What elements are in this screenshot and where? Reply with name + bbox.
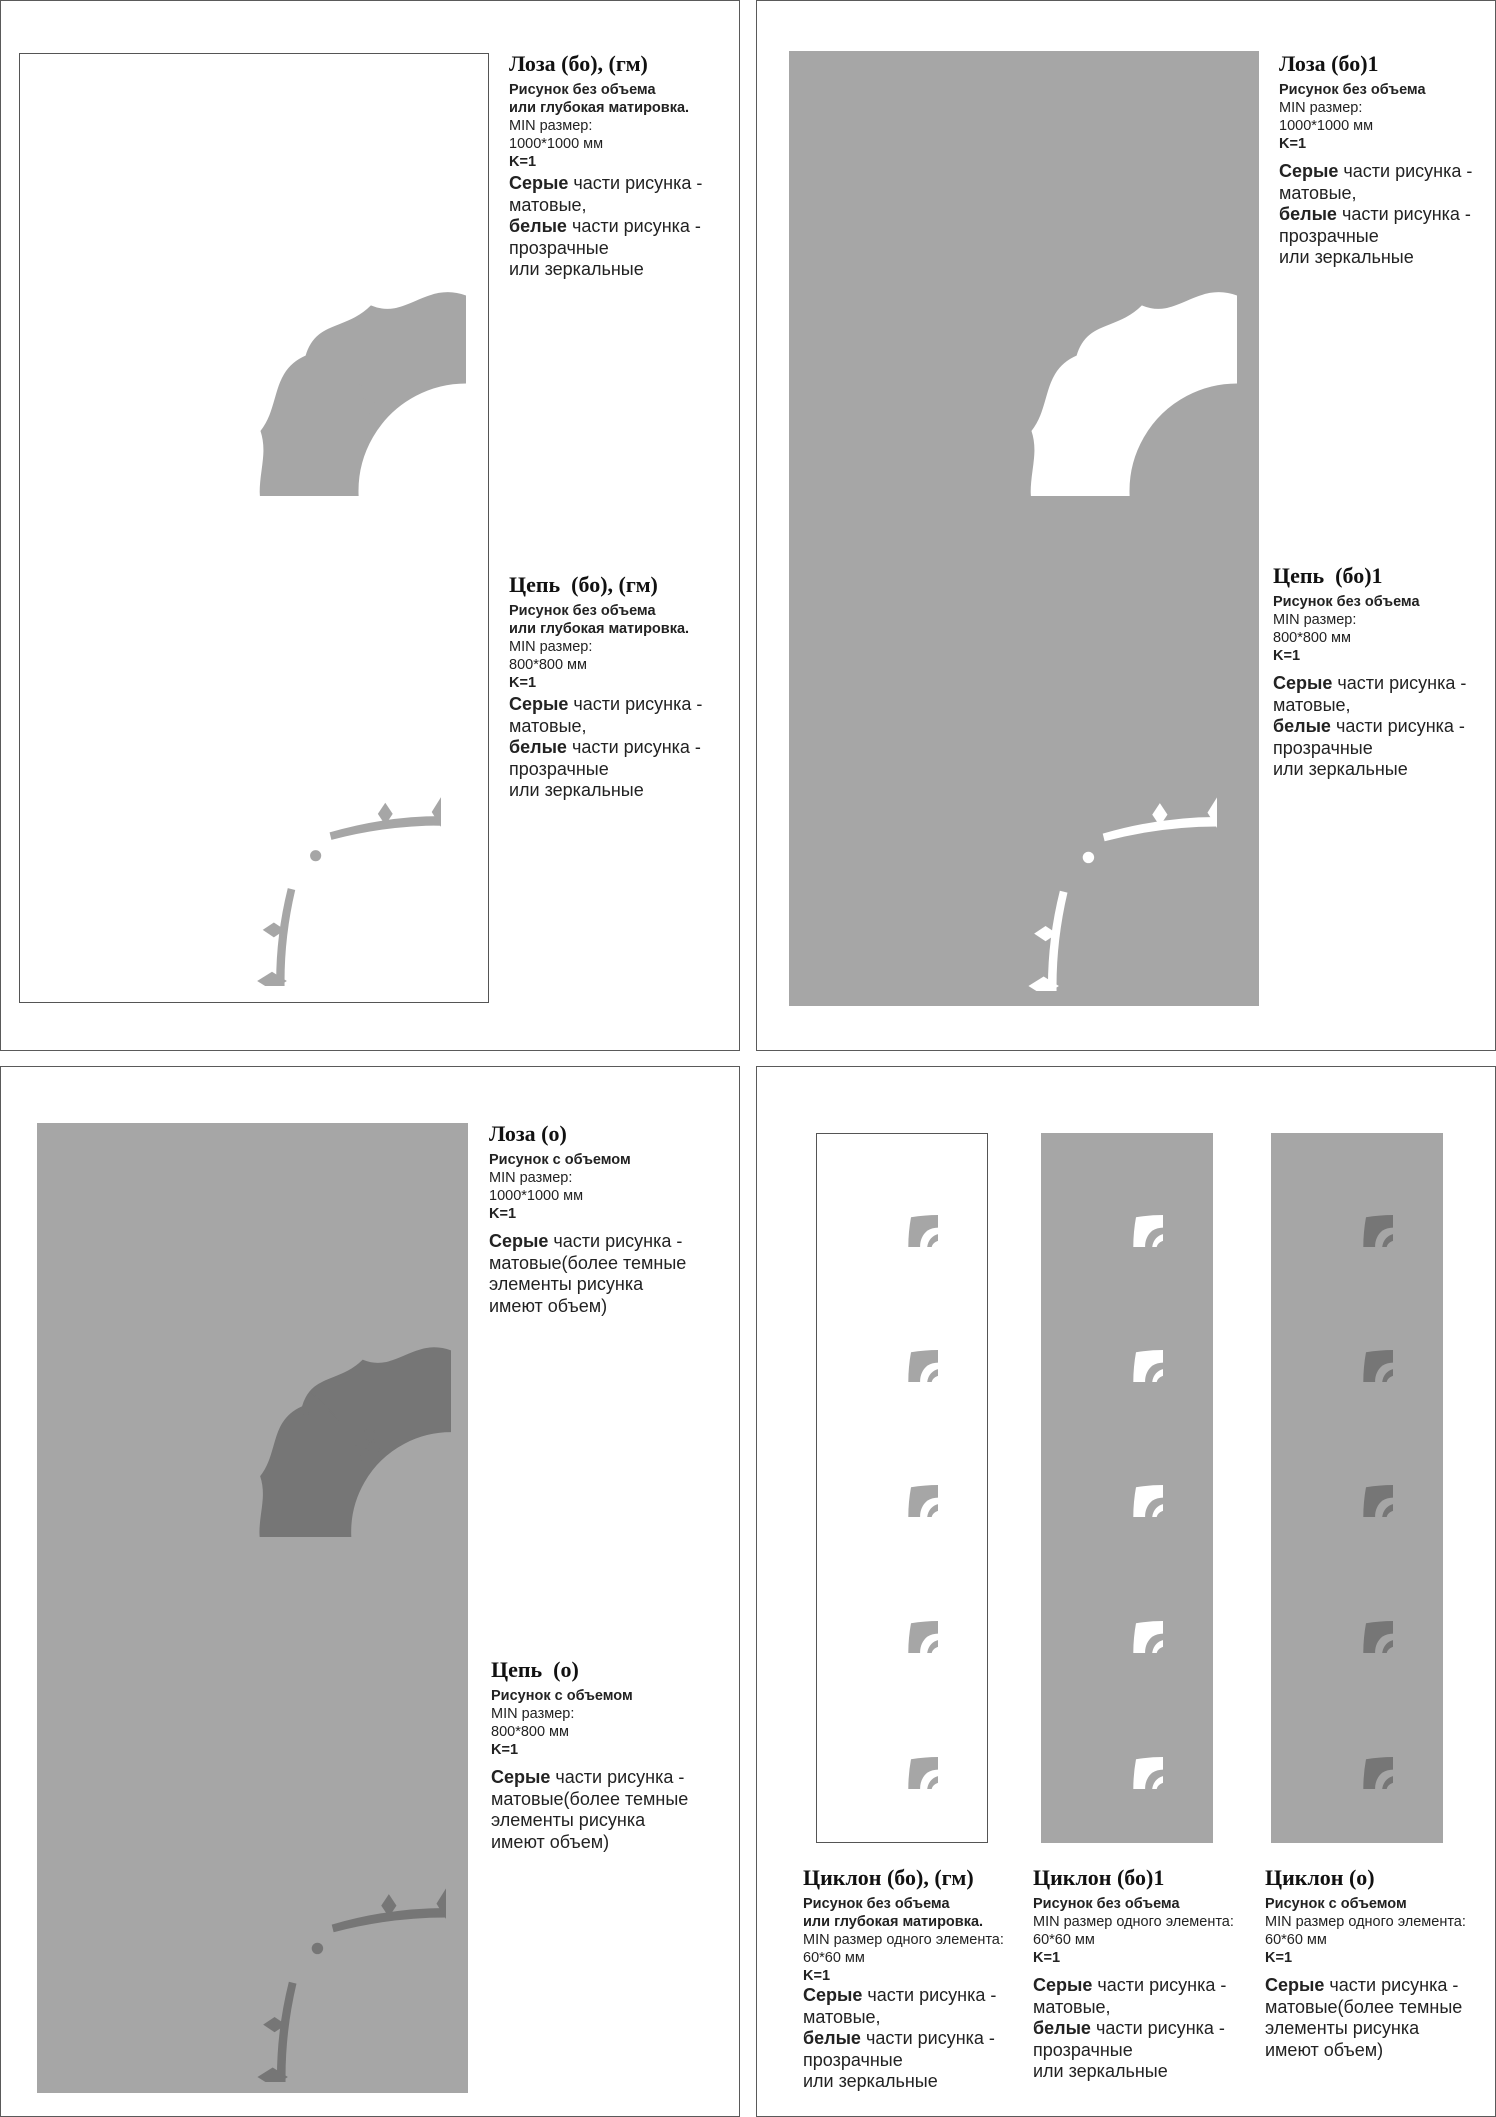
grey-parts-text: части рисунка - xyxy=(1092,1975,1227,1995)
grape-vine-wreath-icon xyxy=(61,1137,451,1537)
cyclone-bo1-spec xyxy=(1033,1865,1258,2083)
catalog-panel-bottom-left xyxy=(0,1066,740,2117)
cyclone-spiral-icon xyxy=(1091,1581,1163,1653)
white-parts-meaning: прозрачные xyxy=(509,237,609,258)
chain-ring-icon xyxy=(51,586,441,986)
chain-o-spec xyxy=(491,1657,734,1853)
k-factor: K=1 xyxy=(491,1742,519,1758)
grey-parts-meaning: матовые(более темные xyxy=(1265,1996,1463,2017)
min-size-value: 800*800 мм xyxy=(1273,630,1351,646)
grey-parts-meaning: матовые(более темные xyxy=(489,1252,687,1273)
min-size-value: 1000*1000 мм xyxy=(1279,118,1374,134)
k-factor: K=1 xyxy=(1265,1950,1293,1966)
design-type: Рисунок без объема xyxy=(509,603,656,619)
volume-note-end: имеют объем) xyxy=(489,1295,608,1316)
vine-o-spec xyxy=(489,1121,734,1317)
cyclone-spiral-icon xyxy=(1321,1581,1393,1653)
grey-parts-text: части рисунка - xyxy=(568,173,703,193)
grey-parts-label: Серые xyxy=(489,1231,549,1251)
grey-parts-text: части рисунка - xyxy=(548,1231,683,1251)
design-type: Рисунок с объемом xyxy=(491,1688,633,1704)
cyclone-bo-gm-spec xyxy=(803,1865,1028,2093)
min-size-label: MIN размер: xyxy=(509,639,593,655)
min-size-label: MIN размер одного элемента: xyxy=(1033,1914,1234,1930)
white-parts-alt: или зеркальные xyxy=(1273,759,1408,779)
grey-parts-label: Серые xyxy=(1033,1975,1093,1995)
cyclone-spiral-icon xyxy=(1321,1310,1393,1382)
white-parts-label: белые xyxy=(1033,2018,1091,2038)
min-size-value: 60*60 мм xyxy=(1033,1932,1095,1948)
white-parts-meaning: прозрачные xyxy=(803,2049,903,2070)
chain-ring-icon xyxy=(46,1672,446,2082)
design-type: Рисунок с объемом xyxy=(489,1152,631,1168)
design-title: Циклон (бо)1 xyxy=(1033,1865,1165,1890)
grey-parts-text: части рисунка - xyxy=(862,1985,997,2005)
white-parts-meaning: прозрачные xyxy=(509,758,609,779)
design-title: Лоза (бо), (гм) xyxy=(509,51,648,76)
k-factor: K=1 xyxy=(489,1206,517,1222)
design-type-alt: или глубокая матировка. xyxy=(509,100,690,116)
cyclone-spiral-icon xyxy=(1321,1445,1393,1517)
white-parts-text: части рисунка - xyxy=(1330,716,1465,736)
cyclone-o-spec xyxy=(1265,1865,1491,2061)
grey-parts-label: Серые xyxy=(1279,161,1339,181)
k-factor: K=1 xyxy=(1279,136,1307,152)
min-size-label: MIN размер: xyxy=(1279,100,1363,116)
cyclone-spiral-icon xyxy=(1321,1717,1393,1789)
design-type: Рисунок без объема xyxy=(1279,82,1426,98)
design-type: Рисунок без объема xyxy=(1033,1896,1180,1912)
grey-parts-label: Серые xyxy=(1265,1975,1325,1995)
grey-parts-meaning: матовые, xyxy=(1279,182,1357,203)
grey-parts-text: части рисунка - xyxy=(1332,673,1467,693)
design-title: Циклон (о) xyxy=(1265,1865,1375,1890)
k-factor: K=1 xyxy=(509,675,537,691)
cyclone-spiral-icon xyxy=(1091,1310,1163,1382)
volume-note: элементы рисунка xyxy=(489,1274,644,1294)
white-parts-text: части рисунка - xyxy=(566,737,701,757)
volume-note: элементы рисунка xyxy=(1265,2018,1420,2038)
chain-bo-gm-spec xyxy=(509,572,734,802)
white-parts-label: белые xyxy=(1273,716,1331,736)
grey-parts-label: Серые xyxy=(1273,673,1333,693)
white-parts-text: части рисунка - xyxy=(860,2028,995,2048)
design-title: Лоза (о) xyxy=(489,1121,567,1146)
white-parts-alt: или зеркальные xyxy=(1033,2061,1168,2081)
grey-parts-meaning: матовые, xyxy=(1033,1996,1111,2017)
volume-note-end: имеют объем) xyxy=(491,1831,610,1852)
design-type: Рисунок с объемом xyxy=(1265,1896,1407,1912)
cyclone-spiral-icon xyxy=(866,1445,938,1517)
min-size-value: 1000*1000 мм xyxy=(489,1188,584,1204)
grey-parts-meaning: матовые, xyxy=(803,2006,881,2027)
white-parts-text: части рисунка - xyxy=(1090,2018,1225,2038)
grey-parts-text: части рисунка - xyxy=(1324,1975,1459,1995)
catalog-panel-top-left xyxy=(0,0,740,1051)
grey-parts-label: Серые xyxy=(491,1767,551,1787)
k-factor: K=1 xyxy=(803,1968,831,1984)
white-parts-alt: или зеркальные xyxy=(509,780,644,800)
min-size-value: 800*800 мм xyxy=(491,1724,569,1740)
design-type: Рисунок без объема xyxy=(803,1896,950,1912)
catalog-panel-top-right xyxy=(756,0,1496,1051)
design-title: Цепь (бо), (гм) xyxy=(509,572,658,597)
grey-parts-meaning: матовые, xyxy=(1273,694,1351,715)
design-title: Цепь (о) xyxy=(491,1657,579,1682)
cyclone-spiral-icon xyxy=(1091,1717,1163,1789)
min-size-value: 60*60 мм xyxy=(803,1950,865,1966)
min-size-label: MIN размер: xyxy=(491,1706,575,1722)
cyclone-spiral-icon xyxy=(1091,1175,1163,1247)
k-factor: K=1 xyxy=(1033,1950,1061,1966)
min-size-label: MIN размер: xyxy=(509,118,593,134)
chain-ring-icon xyxy=(817,581,1217,991)
white-parts-alt: или зеркальные xyxy=(509,259,644,279)
design-title: Цепь (бо)1 xyxy=(1273,563,1383,588)
grey-parts-label: Серые xyxy=(803,1985,863,2005)
design-type-alt: или глубокая матировка. xyxy=(509,621,690,637)
cyclone-spiral-icon xyxy=(866,1175,938,1247)
grey-parts-label: Серые xyxy=(509,173,569,193)
white-parts-meaning: прозрачные xyxy=(1279,225,1379,246)
white-parts-text: части рисунка - xyxy=(1336,204,1471,224)
vine-bo1-spec xyxy=(1279,51,1491,269)
grey-parts-text: части рисунка - xyxy=(1338,161,1473,181)
cyclone-spiral-icon xyxy=(866,1717,938,1789)
grey-parts-text: части рисунка - xyxy=(568,694,703,714)
cyclone-spiral-icon xyxy=(1091,1445,1163,1517)
min-size-label: MIN размер одного элемента: xyxy=(1265,1914,1466,1930)
volume-note: элементы рисунка xyxy=(491,1810,646,1830)
grey-parts-label: Серые xyxy=(509,694,569,714)
grey-parts-meaning: матовые(более темные xyxy=(491,1788,689,1809)
cyclone-spiral-icon xyxy=(1321,1175,1393,1247)
min-size-label: MIN размер одного элемента: xyxy=(803,1932,1004,1948)
min-size-value: 1000*1000 мм xyxy=(509,136,604,152)
cyclone-spiral-icon xyxy=(866,1581,938,1653)
vine-bo-gm-spec xyxy=(509,51,734,281)
k-factor: K=1 xyxy=(1273,648,1301,664)
white-parts-label: белые xyxy=(509,737,567,757)
grey-parts-meaning: матовые, xyxy=(509,715,587,736)
grey-parts-text: части рисунка - xyxy=(550,1767,685,1787)
grey-parts-meaning: матовые, xyxy=(509,194,587,215)
white-parts-label: белые xyxy=(803,2028,861,2048)
min-size-value: 60*60 мм xyxy=(1265,1932,1327,1948)
cyclone-spiral-icon xyxy=(866,1310,938,1382)
grape-vine-wreath-icon xyxy=(817,66,1237,496)
catalog-panel-bottom-right xyxy=(756,1066,1496,2117)
grape-vine-wreath-icon xyxy=(46,66,466,496)
chain-bo1-spec xyxy=(1273,563,1491,781)
min-size-value: 800*800 мм xyxy=(509,657,587,673)
design-type-alt: или глубокая матировка. xyxy=(803,1914,984,1930)
white-parts-alt: или зеркальные xyxy=(803,2071,938,2091)
white-parts-meaning: прозрачные xyxy=(1273,737,1373,758)
design-type: Рисунок без объема xyxy=(1273,594,1420,610)
white-parts-alt: или зеркальные xyxy=(1279,247,1414,267)
volume-note-end: имеют объем) xyxy=(1265,2039,1384,2060)
design-title: Циклон (бо), (гм) xyxy=(803,1865,974,1890)
k-factor: K=1 xyxy=(509,154,537,170)
design-type: Рисунок без объема xyxy=(509,82,656,98)
min-size-label: MIN размер: xyxy=(1273,612,1357,628)
min-size-label: MIN размер: xyxy=(489,1170,573,1186)
white-parts-label: белые xyxy=(509,216,567,236)
white-parts-meaning: прозрачные xyxy=(1033,2039,1133,2060)
white-parts-text: части рисунка - xyxy=(566,216,701,236)
design-title: Лоза (бо)1 xyxy=(1279,51,1379,76)
white-parts-label: белые xyxy=(1279,204,1337,224)
